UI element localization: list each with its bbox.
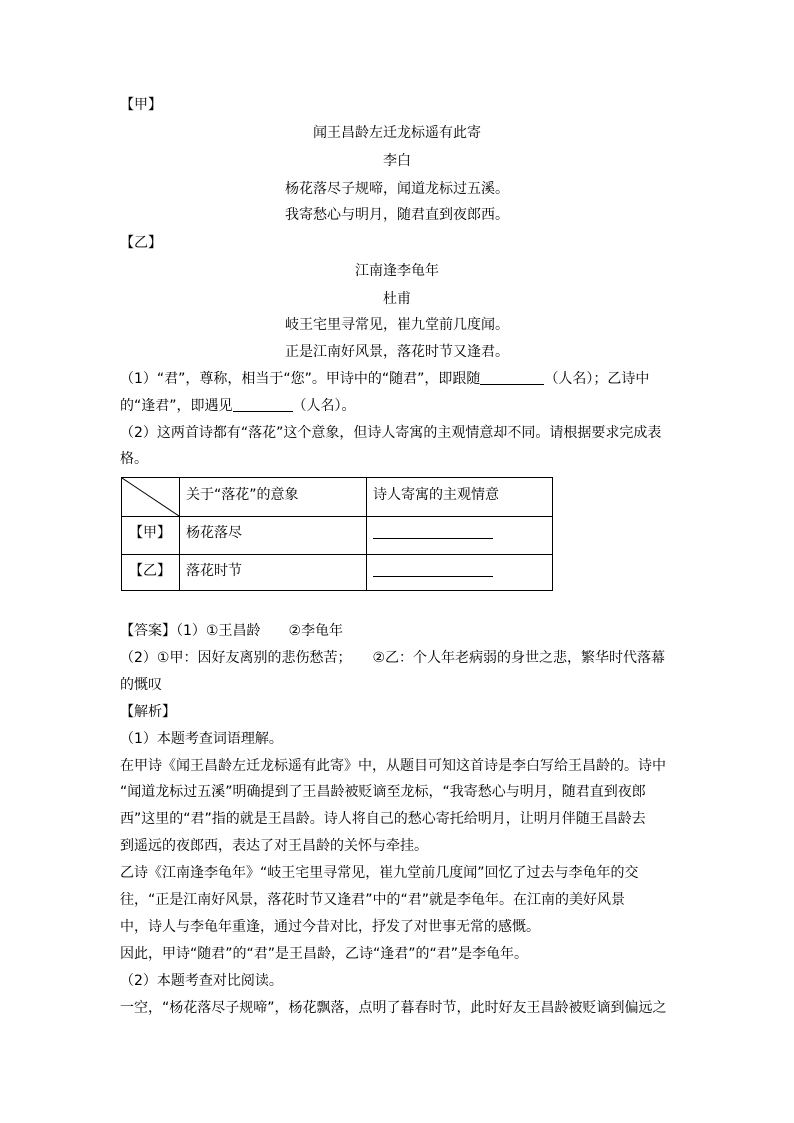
poem-jia-line1: 杨花落尽子规啼，闻道龙标过五溪。: [285, 181, 509, 197]
answer-blank-1[interactable]: [480, 370, 544, 385]
question-1-line2: [120, 397, 356, 415]
answer-line2: （2）①甲：因好友离别的悲伤愁苦； ②乙：个人年老病弱的身世之悲，繁华时代落幕: [120, 650, 666, 666]
poem-yi-author: 杜甫: [383, 291, 411, 307]
table-row-jia-label: 【甲】: [129, 525, 171, 541]
table-col-divider-1: [179, 478, 180, 590]
analysis-line: “闻道龙标过五溪”明确提到了王昌龄被贬谪至龙标，“我寄愁心与明月，随君直到夜郎: [120, 784, 646, 800]
poem-yi-title: 江南逢李龟年: [355, 263, 439, 279]
answer-text-1: （1）①王昌龄 ②李龟年: [176, 623, 344, 639]
answer-label: 【答案】: [120, 623, 176, 639]
table-row-jia-image: 杨花落尽: [186, 525, 242, 541]
question-1-line1: [120, 370, 649, 388]
analysis-line: 乙诗《江南逢李龟年》“岐王宅里寻常见，崔九堂前几度闻”回忆了过去与李龟年的交: [120, 865, 639, 881]
question-2-line2: 格。: [120, 451, 148, 467]
question-1-text-a: （1）“君”，尊称，相当于“您”。甲诗中的“随君”，即跟随: [120, 371, 481, 387]
table-row-jia-blank[interactable]: [373, 538, 493, 539]
poem-yi-line1: 岐王宅里寻常见，崔九堂前几度闻。: [285, 317, 509, 333]
question-2-line1: （2）这两首诗都有“落花”这个意象，但诗人寄寓的主观情意却不同。请根据要求完成表: [120, 425, 662, 441]
question-1-text-c: 的“逢君”，即遇见: [120, 398, 233, 414]
question-1-text-b: （人名）；乙诗中: [544, 371, 650, 387]
analysis-line: （1）本题考查词语理解。: [120, 731, 283, 747]
table-row-yi-image: 落花时节: [186, 563, 242, 579]
comparison-table: [121, 477, 553, 591]
table-row-yi-blank[interactable]: [373, 576, 493, 577]
table-header-emotion: 诗人寄寓的主观情意: [373, 487, 499, 503]
analysis-line: 西”这里的“君”指的就是王昌龄。诗人将自己的愁心寄托给明月，让明月伴随王昌龄去: [120, 811, 646, 827]
poem-jia-line2: 我寄愁心与明月，随君直到夜郎西。: [285, 207, 509, 223]
poem-yi-marker: 【乙】: [120, 235, 162, 251]
analysis-line: 一空，“杨花落尽子规啼”，杨花飘落，点明了暮春时节，此时好友王昌龄被贬谪到偏远之: [120, 1000, 667, 1016]
analysis-label: 【解析】: [120, 704, 176, 720]
analysis-line: 往，“正是江南好风景，落花时节又逢君”中的“君”就是李龟年。在江南的美好风景: [120, 892, 626, 908]
answer-blank-2[interactable]: [233, 397, 293, 412]
analysis-line: 在甲诗《闻王昌龄左迁龙标遥有此寄》中，从题目可知这首诗是李白写给王昌龄的。诗中: [120, 758, 666, 774]
table-col-divider-2: [366, 478, 367, 590]
poem-jia-author: 李白: [383, 153, 411, 169]
header-diagonal-line: [122, 478, 180, 516]
analysis-line: （2）本题考查对比阅读。: [120, 973, 283, 989]
analysis-line: 因此，甲诗“随君”的“君”是王昌龄，乙诗“逢君”的“君”是李龟年。: [120, 946, 529, 962]
table-row-divider-1: [122, 516, 552, 517]
analysis-line: 中，诗人与李龟年重逢，通过今昔对比，抒发了对世事无常的感慨。: [120, 919, 540, 935]
poem-yi-line2: 正是江南好风景，落花时节又逢君。: [285, 344, 509, 360]
analysis-line: 到遥远的夜郎西，表达了对王昌龄的关怀与牵挂。: [120, 838, 428, 854]
poem-jia-marker: 【甲】: [120, 97, 162, 113]
answer-line3: 的慨叹: [120, 677, 162, 693]
table-row-yi-label: 【乙】: [129, 563, 171, 579]
table-header-image: 关于“落花”的意象: [186, 487, 299, 503]
poem-jia-title: 闻王昌龄左迁龙标遥有此寄: [313, 125, 481, 141]
question-1-text-d: （人名）。: [292, 398, 356, 414]
answer-line1: [120, 622, 343, 640]
table-row-divider-2: [122, 554, 552, 555]
